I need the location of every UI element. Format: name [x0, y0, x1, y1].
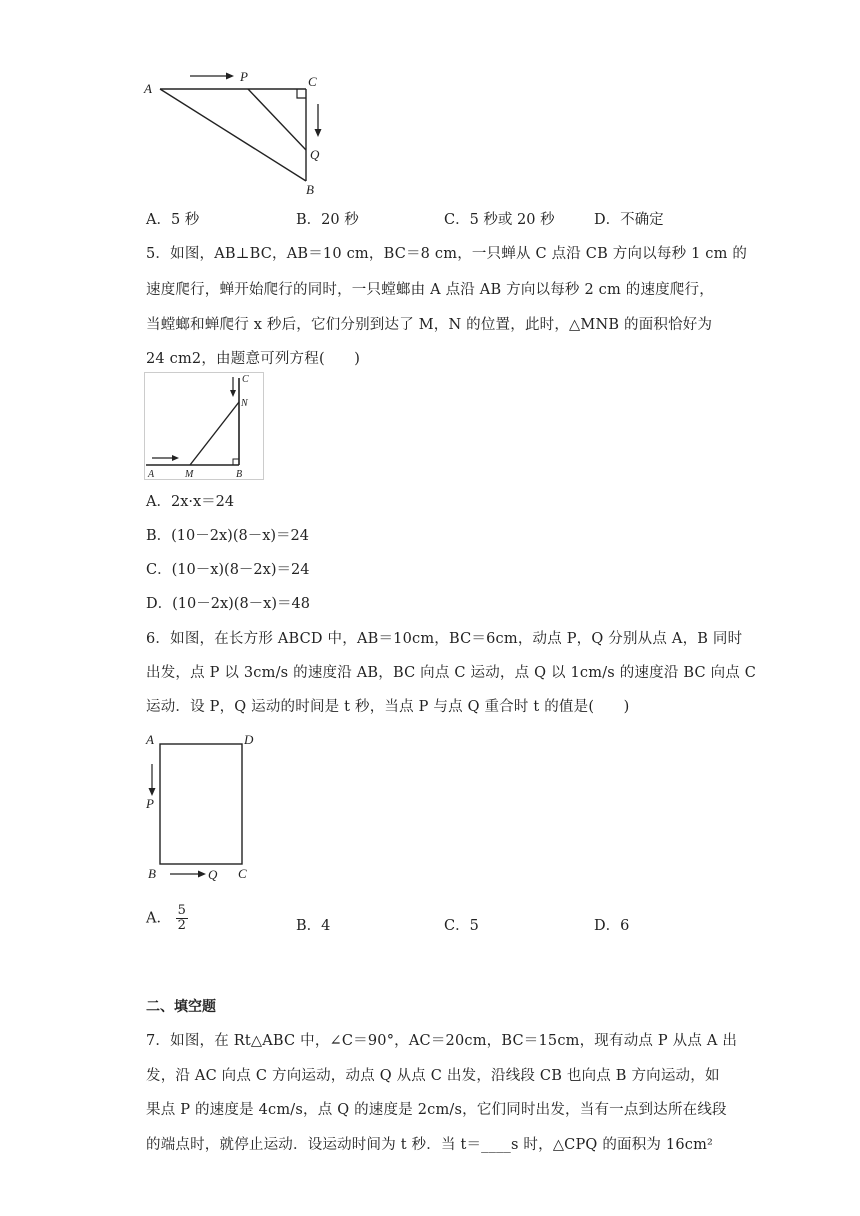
q4-option-b: B．20 秒	[296, 212, 359, 228]
arrow-p-head	[149, 788, 156, 796]
q7-line-1: 7．如图，在 Rt△ABC 中，∠C＝90°，AC＝20cm，BC＝15cm，现有动点 P 从点 A 出	[146, 1033, 738, 1049]
right-angle-mark	[233, 459, 239, 465]
q6-option-a-prefix: A．	[146, 910, 171, 927]
q5-line-1: 5．如图，AB⊥BC，AB＝10 cm，BC＝8 cm，一只蝉从 C 点沿 CB 方向以每秒 1 cm 的	[146, 246, 748, 262]
label-c: C	[238, 866, 247, 881]
label-a: A	[144, 81, 152, 96]
q5-line-4: 24 cm2，由题意可列方程( )	[146, 351, 361, 367]
label-b: B	[236, 469, 243, 480]
q5-line-3: 当螳螂和蝉爬行 x 秒后，它们分别到达了 M，N 的位置，此时，△MNB 的面积恰好为	[146, 317, 713, 333]
q5-line-2: 速度爬行，蝉开始爬行的同时，一只螳螂由 A 点沿 AB 方向以每秒 2 cm 的速度爬行，	[146, 282, 714, 298]
q5-option-d: D．(10－2x)(8－x)＝48	[146, 596, 310, 612]
label-p: P	[146, 796, 154, 811]
label-d: D	[244, 732, 254, 747]
fraction-numerator: 5	[177, 903, 186, 918]
label-m: M	[185, 469, 194, 480]
figure-frame	[145, 373, 264, 480]
arrow-p-head	[226, 73, 234, 80]
segment-ab	[160, 89, 306, 181]
label-a: A	[146, 732, 154, 747]
q6-option-c: C．5	[444, 918, 479, 934]
label-c: C	[242, 374, 249, 385]
q7-line-3: 果点 P 的速度是 4cm/s，点 Q 的速度是 2cm/s，它们同时出发，当有一点到达所在线段	[146, 1102, 727, 1118]
fraction-denominator: 2	[177, 918, 186, 933]
q6-line-3: 运动．设 P，Q 运动的时间是 t 秒，当点 P 与点 Q 重合时 t 的值是( )	[146, 699, 630, 715]
label-p: P	[240, 69, 248, 84]
arrow-c-head	[230, 390, 236, 397]
arrow-q-head	[198, 871, 206, 878]
q4-option-d: D．不确定	[594, 212, 664, 228]
q6-option-b: B．4	[296, 918, 331, 934]
q6-option-d: D．6	[594, 918, 630, 934]
q6-line-2: 出发，点 P 以 3cm/s 的速度沿 AB，BC 向点 C 运动，点 Q 以 1cm/s 的速度沿 BC 向点 C	[146, 665, 757, 681]
q4-option-a: A．5 秒	[146, 212, 200, 228]
segment-mn	[190, 402, 239, 465]
right-angle-mark	[297, 89, 306, 98]
figure-triangle-apcqb	[138, 64, 338, 199]
q5-option-a: A．2x·x＝24	[146, 494, 235, 510]
q5-option-b: B．(10－2x)(8－x)＝24	[146, 528, 309, 544]
q7-line-4: 的端点时，就停止运动．设运动时间为 t 秒．当 t＝____s 时，△CPQ 的面积为 16cm²	[146, 1137, 714, 1153]
label-q: Q	[208, 867, 218, 882]
figure-q5-mnb	[144, 372, 264, 480]
q4-option-c: C．5 秒或 20 秒	[444, 212, 555, 228]
q5-option-c: C．(10－x)(8－2x)＝24	[146, 562, 310, 578]
q6-option-a	[146, 904, 188, 933]
label-b: B	[306, 182, 314, 197]
q7-line-2: 发，沿 AC 向点 C 方向运动，动点 Q 从点 C 出发，沿线段 CB 也向点 B 方向运动，如	[146, 1068, 720, 1084]
label-n: N	[241, 398, 248, 409]
rectangle-abcd	[160, 744, 242, 864]
q6-line-1: 6．如图，在长方形 ABCD 中，AB＝10cm，BC＝6cm，动点 P，Q 分别从点 A，B 同时	[146, 631, 743, 647]
label-q: Q	[310, 147, 320, 162]
q6-option-a-fraction	[176, 904, 188, 933]
arrow-a-head	[172, 455, 179, 461]
section-title-fill-in: 二、填空题	[146, 999, 216, 1015]
label-a: A	[148, 469, 155, 480]
arrow-q-head	[315, 129, 322, 137]
figure-q6-rectangle	[140, 726, 270, 886]
label-c: C	[308, 74, 317, 89]
label-b: B	[148, 866, 156, 881]
